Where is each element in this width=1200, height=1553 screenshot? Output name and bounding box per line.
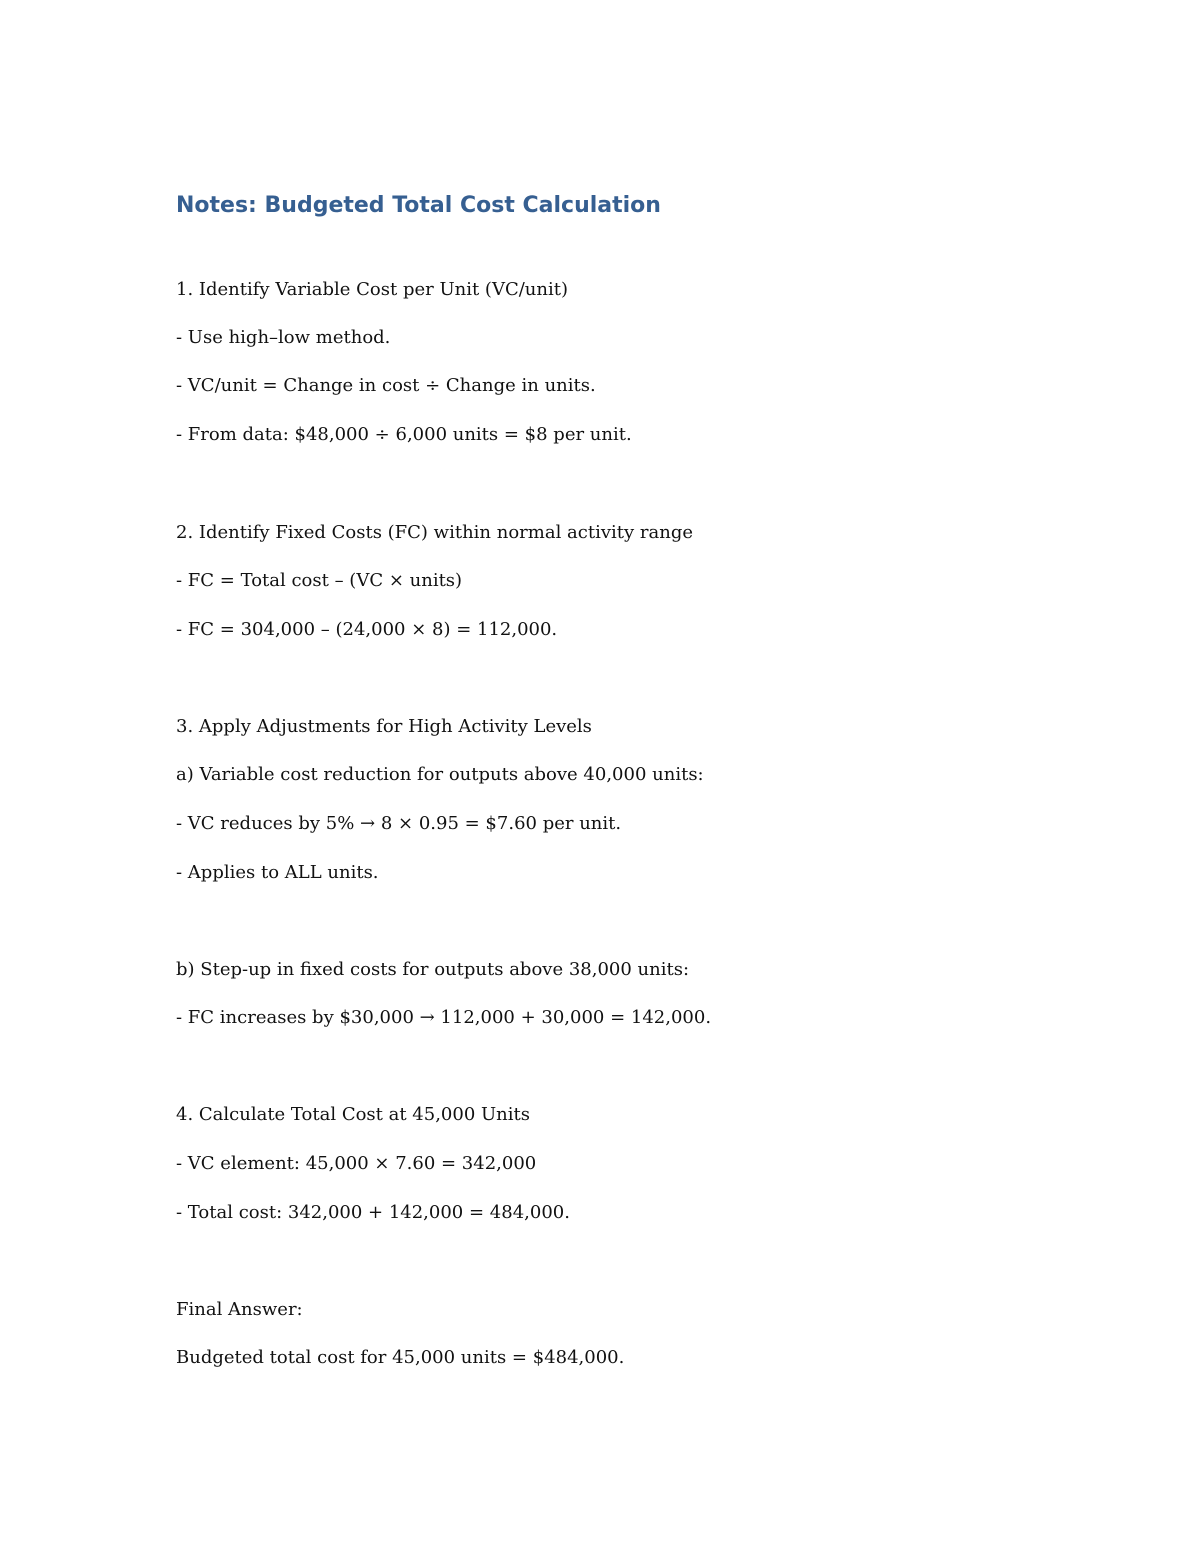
step1-heading: 1. Identify Variable Cost per Unit (VC/unit) [176, 279, 568, 300]
final-answer-text: Budgeted total cost for 45,000 units = $484,000. [176, 1347, 625, 1368]
step4-bullet-1: - VC element: 45,000 × 7.60 = 342,000 [176, 1153, 537, 1174]
step2-bullet-2: - FC = 304,000 – (24,000 × 8) = 112,000. [176, 619, 558, 640]
step4-heading: 4. Calculate Total Cost at 45,000 Units [176, 1104, 530, 1125]
step3-subheading-a: a) Variable cost reduction for outputs above 40,000 units: [176, 764, 704, 785]
final-answer-label: Final Answer: [176, 1299, 303, 1320]
step1-bullet-3: - From data: $48,000 ÷ 6,000 units = $8 per unit. [176, 424, 632, 445]
step3-heading: 3. Apply Adjustments for High Activity Levels [176, 716, 592, 737]
step3-subheading-b: b) Step-up in fixed costs for outputs above 38,000 units: [176, 959, 690, 980]
step3-a-bullet-1: - VC reduces by 5% → 8 × 0.95 = $7.60 per unit. [176, 813, 622, 834]
step3-b-bullet-1: - FC increases by $30,000 → 112,000 + 30,000 = 142,000. [176, 1007, 712, 1028]
step2-heading: 2. Identify Fixed Costs (FC) within normal activity range [176, 522, 694, 543]
step3-a-bullet-2: - Applies to ALL units. [176, 862, 379, 883]
step1-bullet-2: - VC/unit = Change in cost ÷ Change in units. [176, 375, 596, 396]
step2-bullet-1: - FC = Total cost – (VC × units) [176, 570, 463, 591]
page-title: Notes: Budgeted Total Cost Calculation [176, 193, 661, 218]
step1-bullet-1: - Use high–low method. [176, 327, 391, 348]
step4-bullet-2: - Total cost: 342,000 + 142,000 = 484,000. [176, 1202, 570, 1223]
